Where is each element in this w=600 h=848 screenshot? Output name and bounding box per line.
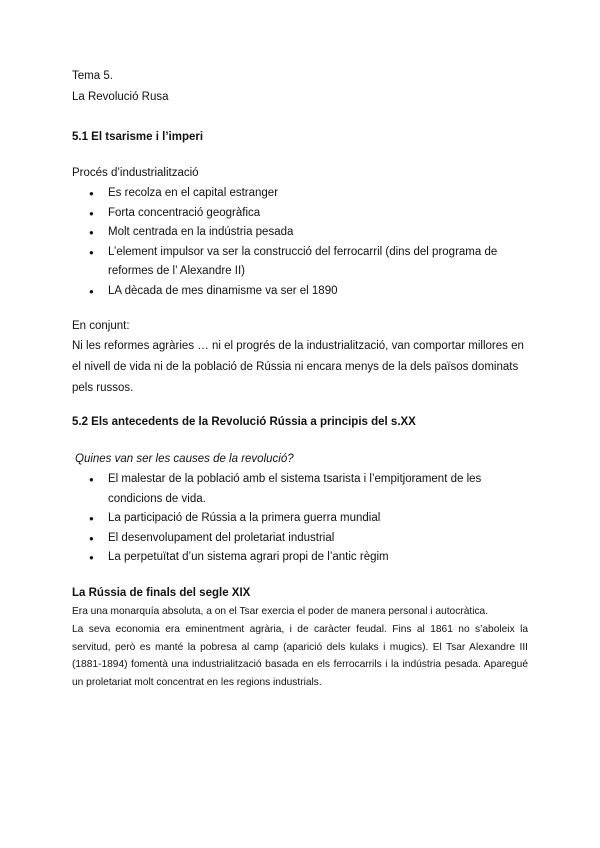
list-item: ● La participació de Rússia a la primera guerra mundial [0,509,518,529]
causes-question: Quines van ser les causes de la revolució? [75,453,294,465]
topic-number: Tema 5. [72,70,113,82]
industrialization-list [0,184,600,301]
list-item: ● LA dècada de mes dinamisme va ser el 1890 [0,282,518,302]
section-1-heading: 5.1 El tsarisme i l’imperi [72,131,204,143]
economy-paragraph: La seva economia era eminentment agrària, i de caràcter feudal. Fins al 1861 no s’aboleix la servitud, però es manté la pobresa al camp (aparició dels kulaks i mugics). El Tsar Alexandre III (1881-1894) fomentà una industrialització basada en els ferrocarrils i la indústria pesada. Aparegué un proletariat molt concentrat en les regions industrials. [72,624,528,689]
list-item: ● La perpetuïtat d’un sistema agrari propi de l’antic règim [0,548,518,568]
section-2-heading: 5.2 Els antecedents de la Revolució Rússia a principis del s.XX [72,416,416,428]
list-item: ● L’element impulsor va ser la construcció del ferrocarril (dins del programa de reformes de l’ Alexandre II) [0,243,518,282]
summary-paragraph: Ni les reformes agràries … ni el progrés de la industrialització, van comportar millores en el nivell de vida ni de la població de Rússia ni encara menys de la dels països dominats pels russos. [72,340,524,394]
list-item: ● El malestar de la població amb el sistema tsarista i l’empitjorament de les condicions de vida. [0,470,518,509]
list-item: ● El desenvolupament del proletariat industrial [0,529,518,549]
section-3-heading: La Rússia de finals del segle XIX [72,587,251,599]
list-item: ● Forta concentració geogràfica [0,204,518,224]
list-item: ● Es recolza en el capital estranger [0,184,518,204]
document-title: La Revolució Rusa [72,91,169,103]
list-item: ● Molt centrada en la indústria pesada [0,223,518,243]
monarchy-line: Era una monarquía absoluta, a on el Tsar exercia el poder de manera personal i autocràtica. [72,606,489,617]
causes-list [0,470,600,568]
section-1-subheading: Procés d’industrialització [72,167,199,179]
summary-label: En conjunt: [72,320,130,332]
